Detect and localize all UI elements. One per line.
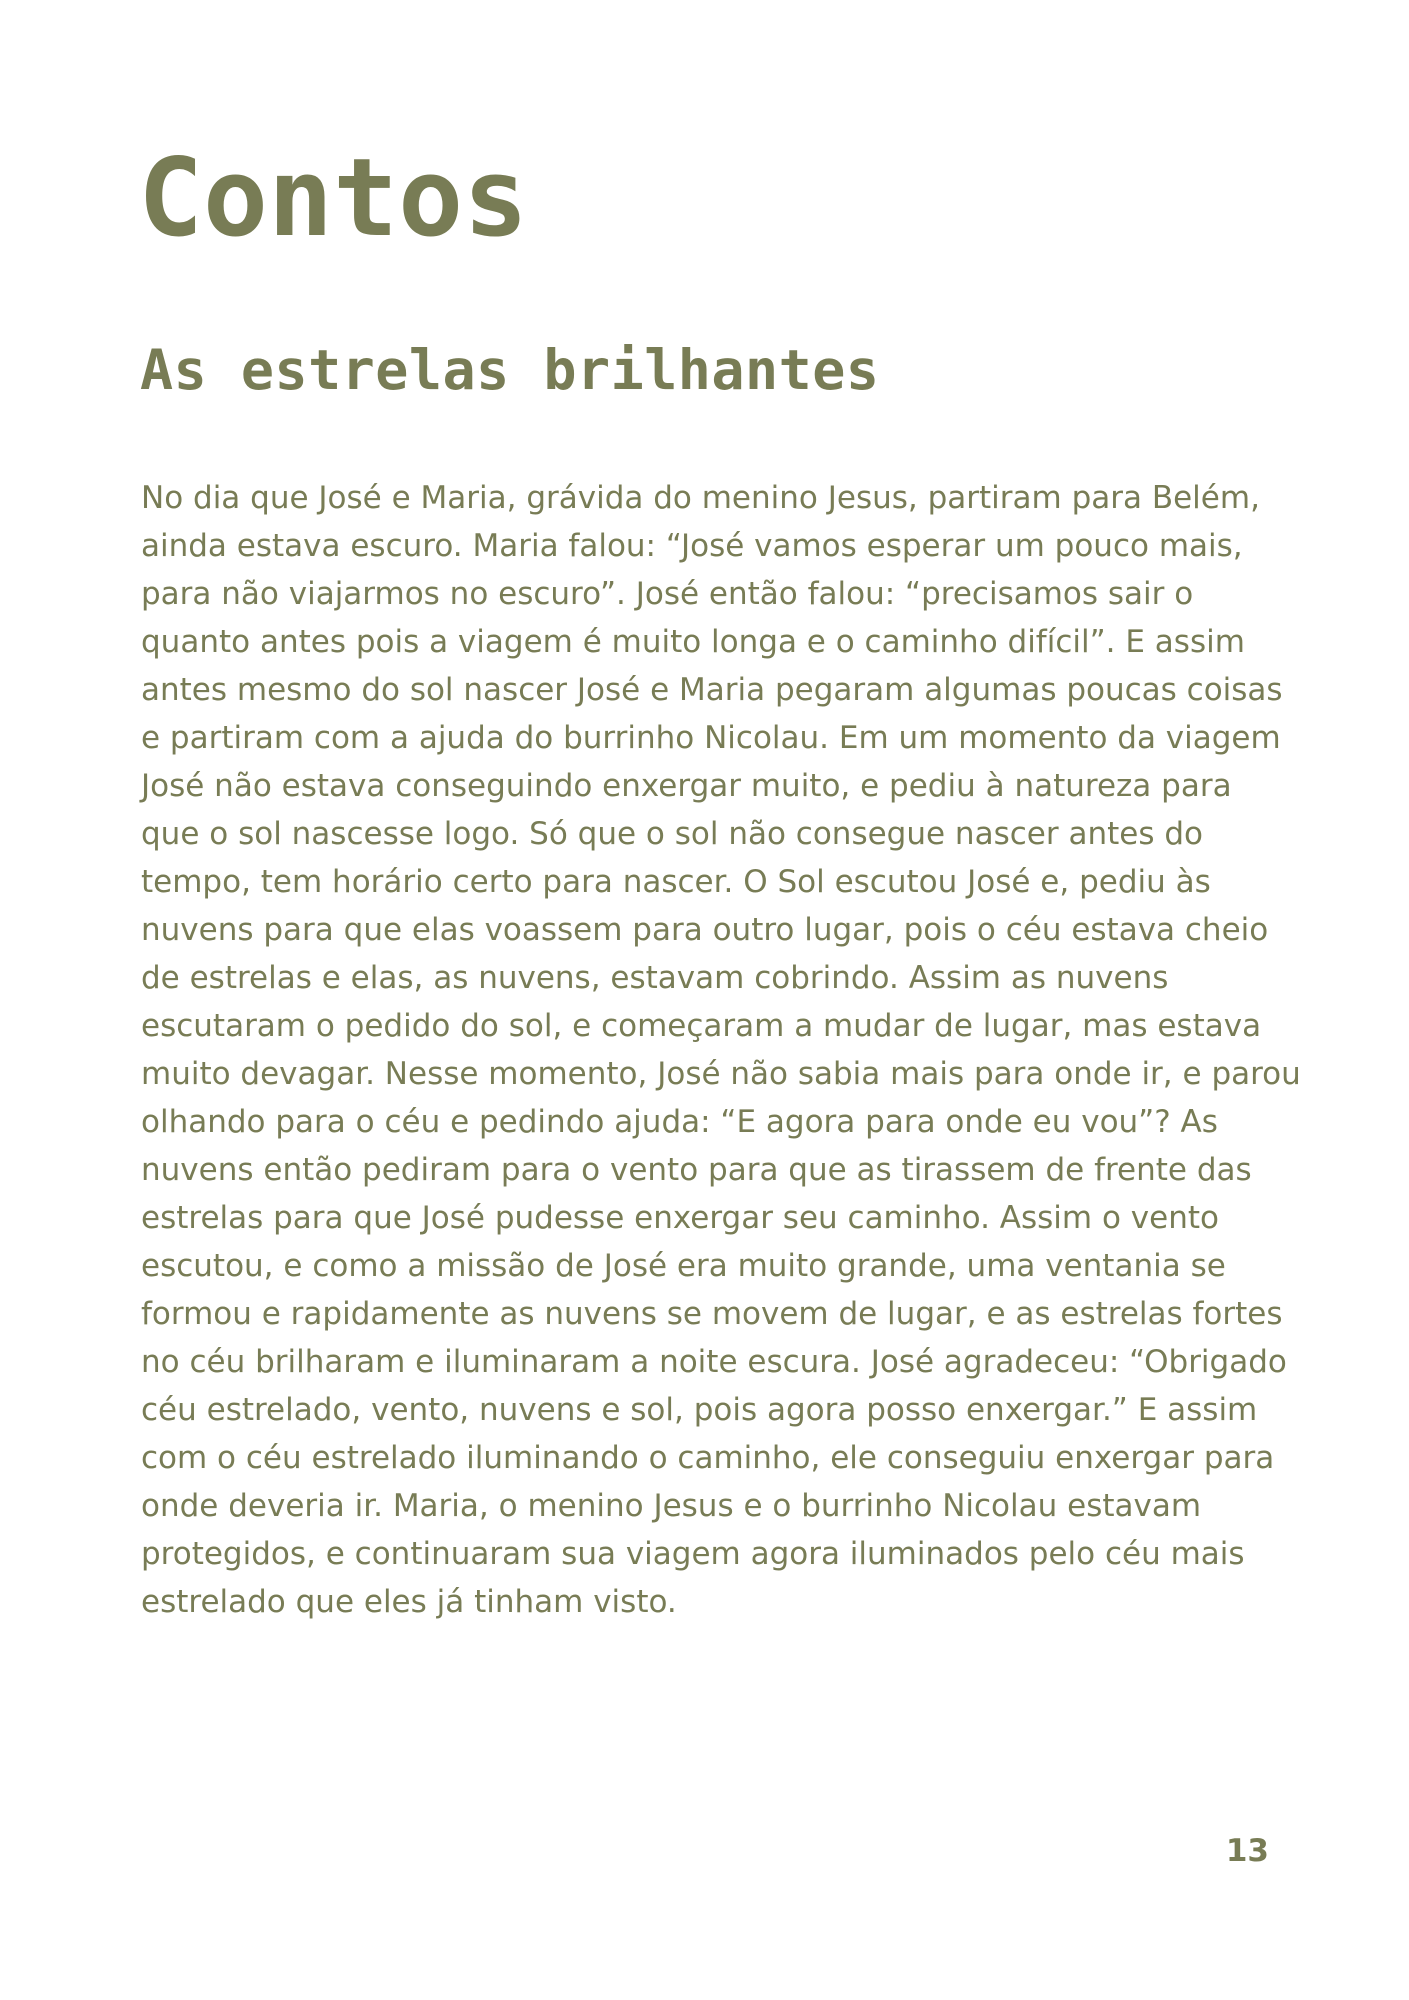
body-line: antes mesmo do sol nascer José e Maria pegaram algumas poucas coisas	[141, 672, 1283, 708]
body-line: céu estrelado, vento, nuvens e sol, pois agora posso enxergar.” E assim	[141, 1392, 1258, 1428]
story-body	[141, 474, 1301, 1626]
body-line: José não estava conseguindo enxergar muito, e pediu à natureza para	[141, 768, 1232, 804]
body-line: olhando para o céu e pedindo ajuda: “E agora para onde eu vou”? As	[141, 1104, 1218, 1140]
page-title: Contos	[138, 136, 529, 261]
body-line: tempo, tem horário certo para nascer. O Sol escutou José e, pediu às	[141, 864, 1211, 900]
body-line: No dia que José e Maria, grávida do menino Jesus, partiram para Belém,	[141, 480, 1260, 516]
body-line: estrelado que eles já tinham visto.	[141, 1584, 677, 1620]
body-line: estrelas para que José pudesse enxergar seu caminho. Assim o vento	[141, 1200, 1219, 1236]
body-line: escutaram o pedido do sol, e começaram a mudar de lugar, mas estava	[141, 1008, 1262, 1044]
body-line: para não viajarmos no escuro”. José então falou: “precisamos sair o	[141, 576, 1194, 612]
body-line: de estrelas e elas, as nuvens, estavam cobrindo. Assim as nuvens	[141, 960, 1169, 996]
body-line: quanto antes pois a viagem é muito longa e o caminho difícil”. E assim	[141, 624, 1245, 660]
story-title: As estrelas brilhantes	[140, 338, 880, 402]
body-line: escutou, e como a missão de José era muito grande, uma ventania se	[141, 1248, 1226, 1284]
body-line: com o céu estrelado iluminando o caminho, ele conseguiu enxergar para	[141, 1440, 1275, 1476]
body-line: que o sol nascesse logo. Só que o sol não consegue nascer antes do	[141, 816, 1203, 852]
body-line: formou e rapidamente as nuvens se movem de lugar, e as estrelas fortes	[141, 1296, 1283, 1332]
page-number: 13	[1225, 1833, 1269, 1869]
body-line: muito devagar. Nesse momento, José não sabia mais para onde ir, e parou	[141, 1056, 1301, 1092]
body-line: ainda estava escuro. Maria falou: “José vamos esperar um pouco mais,	[141, 528, 1243, 564]
body-line: onde deveria ir. Maria, o menino Jesus e o burrinho Nicolau estavam	[141, 1488, 1202, 1524]
body-line: nuvens então pediram para o vento para que as tirassem de frente das	[141, 1152, 1252, 1188]
body-line: e partiram com a ajuda do burrinho Nicolau. Em um momento da viagem	[141, 720, 1281, 756]
body-line: nuvens para que elas voassem para outro lugar, pois o céu estava cheio	[141, 912, 1269, 948]
body-line: no céu brilharam e iluminaram a noite escura. José agradeceu: “Obrigado	[141, 1344, 1287, 1380]
body-line: protegidos, e continuaram sua viagem agora iluminados pelo céu mais	[141, 1536, 1245, 1572]
